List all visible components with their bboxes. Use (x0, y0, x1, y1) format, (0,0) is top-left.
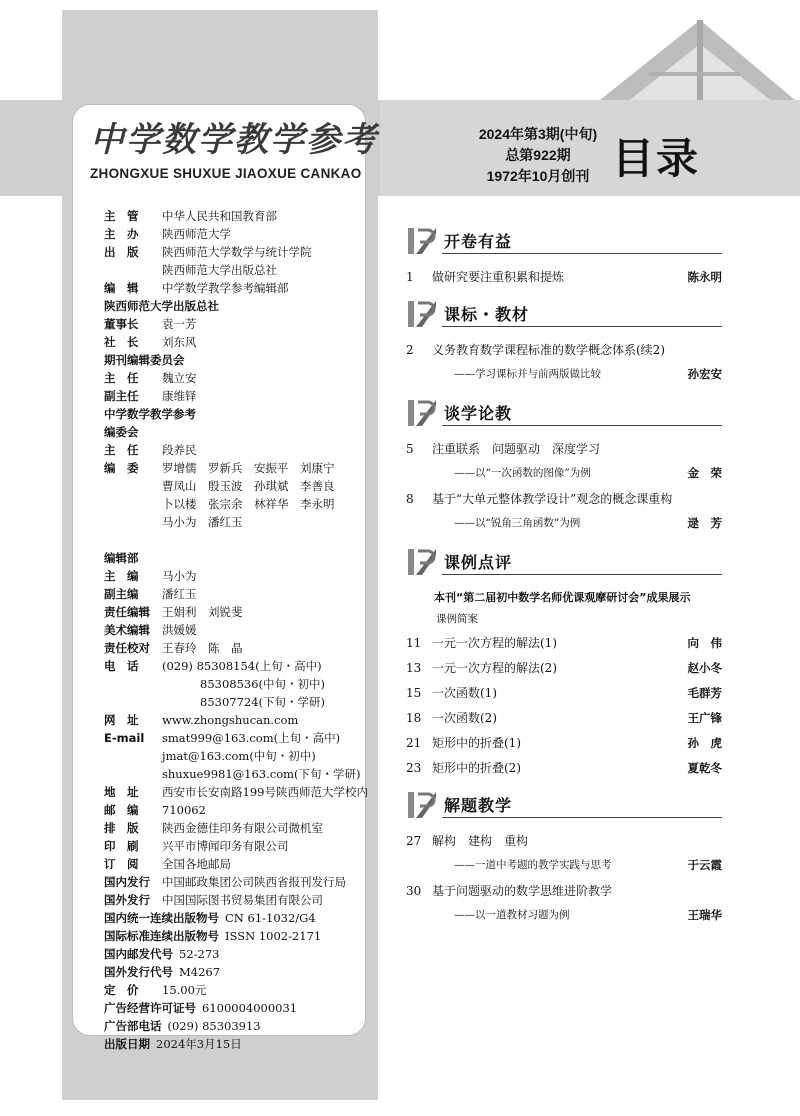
entry-subtitle: ——以“锐角三角函数”为例 (454, 517, 581, 529)
section-icon (406, 224, 438, 256)
info-value: 康维铎 (162, 389, 197, 403)
toc-entry[interactable] (406, 342, 722, 358)
info-key: 责任编辑 (104, 605, 150, 619)
info-value: 2024年3月15日 (156, 1037, 242, 1051)
entry-title: 注重联系 问题驱动 深度学习 (432, 442, 601, 456)
table-of-contents (406, 220, 722, 933)
info-value: (029) 85303913 (167, 1019, 261, 1033)
page-number: 30 (406, 884, 422, 898)
entry-author: 陈永明 (687, 270, 722, 284)
email-link[interactable]: shuxue9981@163.com(下旬・学研) (162, 767, 361, 781)
phone-value: 85308536(中旬・初中) (200, 677, 326, 691)
email-link[interactable]: smat999@163.com(上旬・高中) (162, 731, 341, 745)
info-key: 广告部电话 (104, 1019, 162, 1033)
info-key: 地 址 (104, 785, 139, 799)
page-number: 11 (406, 636, 422, 650)
info-value: 陕西师范大学数学与统计学院 (162, 245, 312, 259)
info-key: 编 辑 (104, 281, 139, 295)
entry-title: 基于“大单元整体教学设计”观念的概念课重构 (432, 492, 673, 506)
info-key: 国际标准连续出版物号 (104, 929, 219, 943)
info-value: 中国国际图书贸易集团有限公司 (162, 893, 323, 907)
info-key: 社 长 (104, 335, 139, 349)
info-value: 陕西金德佳印务有限公司微机室 (162, 821, 323, 835)
entry-author: 赵小冬 (687, 661, 722, 675)
info-key: 国外发行 (104, 893, 150, 907)
toc-entry[interactable] (406, 635, 722, 651)
info-value: 全国各地邮局 (162, 857, 231, 871)
masthead-info (104, 207, 366, 1053)
entry-title: 基于问题驱动的数学思维进阶教学 (432, 884, 613, 898)
toc-entry[interactable] (406, 441, 722, 457)
info-key: 主 编 (104, 569, 139, 583)
toc-entry[interactable] (406, 269, 722, 285)
entry-title: 矩形中的折叠(2) (432, 761, 521, 775)
entry-author: 王瑞华 (687, 908, 722, 922)
page-number: 2 (406, 343, 414, 357)
entry-title: 一次函数(1) (432, 686, 497, 700)
info-value: 王春玲 陈 晶 (162, 641, 243, 655)
page-number: 15 (406, 686, 422, 700)
issue-total: 总第922期 (505, 147, 571, 163)
info-value: ISSN 1002-2171 (225, 929, 322, 943)
editor-row: 马小为 潘红玉 (162, 515, 243, 529)
entry-author: 于云霞 (687, 858, 722, 872)
info-value: 中国邮政集团公司陕西省报刊发行局 (162, 875, 346, 889)
info-heading: 陕西师范大学出版总社 (104, 299, 219, 313)
editor-row: 罗增儒 罗新兵 安振平 刘康宁 (162, 461, 335, 475)
info-value: 52-273 (179, 947, 220, 961)
entry-title: 解构 建构 重构 (432, 834, 529, 848)
section-title: 解题教学 (444, 795, 513, 815)
entry-author: 向 伟 (687, 636, 722, 650)
info-value: 潘红玉 (162, 587, 197, 601)
phone-value: 85307724(下旬・学研) (200, 695, 326, 709)
info-key: 副主编 (104, 587, 139, 601)
info-key: 国外发行代号 (104, 965, 173, 979)
entry-author: 王广锋 (687, 711, 722, 725)
info-key: 排 版 (104, 821, 139, 835)
info-key: 主 任 (104, 443, 139, 457)
info-key: 主 办 (104, 227, 139, 241)
phone-value: (029) 85308154(上旬・高中) (162, 659, 322, 673)
page-number: 27 (406, 834, 422, 848)
info-key: 印 刷 (104, 839, 139, 853)
info-value: CN 61-1032/G4 (225, 911, 316, 925)
entry-author: 毛群芳 (687, 686, 722, 700)
issue-line: 2024年第3期(中旬) (478, 126, 598, 142)
info-key: E-mail (104, 731, 145, 745)
entry-author: 逯 芳 (687, 516, 722, 530)
info-key: 邮 编 (104, 803, 139, 817)
info-value: 马小为 (162, 569, 197, 583)
entry-title: 一元一次方程的解法(2) (432, 661, 557, 675)
entry-subtitle: ——一道中考题的教学实践与思考 (454, 859, 612, 871)
toc-entry[interactable] (406, 710, 722, 726)
info-value: 袁一芳 (162, 317, 197, 331)
toc-subtitle (406, 465, 722, 481)
entry-author: 金 荣 (687, 466, 722, 480)
toc-title: 目录 (612, 134, 701, 183)
info-key: 责任校对 (104, 641, 150, 655)
page-number: 23 (406, 761, 422, 775)
entry-author: 夏乾冬 (687, 761, 722, 775)
info-value: 西安市长安南路199号陕西师范大学校内 (162, 785, 368, 799)
toc-subtitle (406, 857, 722, 873)
section-title: 谈学论教 (444, 403, 513, 423)
section-header (406, 293, 722, 333)
toc-entry[interactable] (406, 735, 722, 751)
info-value: 魏立安 (162, 371, 197, 385)
section-title: 课例点评 (444, 552, 513, 572)
section-subnote: 课例简案 (436, 613, 478, 625)
info-key: 主 任 (104, 371, 139, 385)
section-icon (406, 396, 438, 428)
page-number: 21 (406, 736, 422, 750)
issue-info (458, 124, 618, 187)
info-value: 中华人民共和国教育部 (162, 209, 277, 223)
info-heading: 期刊编辑委员会 (104, 353, 185, 367)
info-value: 段养民 (162, 443, 197, 457)
email-link[interactable]: jmat@163.com(中旬・初中) (162, 749, 316, 763)
entry-subtitle: ——学习课标并与前两版做比较 (454, 368, 601, 380)
info-key: 出 版 (104, 245, 139, 259)
toc-entry[interactable] (406, 491, 722, 507)
entry-subtitle: ——以一道教材习题为例 (454, 909, 570, 921)
entry-title: 做研究要注重积累和提炼 (432, 270, 565, 284)
info-value: 6100004000031 (202, 1001, 298, 1015)
section-title: 开卷有益 (444, 231, 513, 251)
section-title: 课标・教材 (444, 304, 530, 324)
roof-decoration (590, 14, 795, 100)
info-value: 中学数学教学参考编辑部 (162, 281, 289, 295)
info-key: 主 管 (104, 209, 139, 223)
toc-subtitle (406, 366, 722, 382)
entry-subtitle: ——以“一次函数的图像”为例 (454, 467, 591, 479)
info-value: 王娟利 刘锐斐 (162, 605, 243, 619)
info-heading: 编辑部 (104, 551, 139, 565)
toc-entry[interactable] (406, 883, 722, 899)
toc-entry[interactable] (406, 833, 722, 849)
entry-author: 孙宏安 (687, 367, 722, 381)
section-header (406, 541, 722, 581)
info-key: 电 话 (104, 659, 139, 673)
toc-subtitle (406, 907, 722, 923)
info-heading: 编委会 (104, 425, 139, 439)
page-number: 8 (406, 492, 414, 506)
info-key: 编 委 (104, 461, 139, 475)
page-number: 13 (406, 661, 422, 675)
page-number: 18 (406, 711, 422, 725)
page-number: 5 (406, 442, 414, 456)
info-heading: 中学数学教学参考 (104, 407, 196, 421)
entry-author: 孙 虎 (687, 736, 722, 750)
info-key: 国内发行 (104, 875, 150, 889)
info-key: 国内统一连续出版物号 (104, 911, 219, 925)
info-key: 美术编辑 (104, 623, 150, 637)
journal-logo-cn: 中学数学教学参考 (90, 120, 378, 160)
info-key: 订 阅 (104, 857, 139, 871)
info-key: 副主任 (104, 389, 139, 403)
section-header (406, 220, 722, 260)
entry-title: 一元一次方程的解法(1) (432, 636, 557, 650)
entry-title: 一次函数(2) (432, 711, 497, 725)
editor-row: 卜以楼 张宗余 林祥华 李永明 (162, 497, 335, 511)
section-icon (406, 545, 438, 577)
section-header (406, 392, 722, 432)
journal-logo-en: ZHONGXUE SHUXUE JIAOXUE CANKAO (90, 166, 362, 181)
info-key: 定 价 (104, 983, 139, 997)
entry-title: 义务教育数学课程标准的数学概念体系(续2) (432, 343, 665, 357)
section-icon (406, 297, 438, 329)
info-key: 董事长 (104, 317, 139, 331)
info-key: 国内邮发代号 (104, 947, 173, 961)
info-key: 网 址 (104, 713, 139, 727)
section-note: 本刊“第二届初中数学名师优课观摩研讨会”成果展示 (434, 591, 691, 604)
section-header (406, 784, 722, 824)
info-value: 刘东风 (162, 335, 197, 349)
section-icon (406, 788, 438, 820)
page-number: 1 (406, 270, 414, 284)
info-value: M4267 (179, 965, 221, 979)
info-value: 陕西师范大学 (162, 227, 231, 241)
info-key: 广告经营许可证号 (104, 1001, 196, 1015)
entry-title: 矩形中的折叠(1) (432, 736, 521, 750)
founded-line: 1972年10月创刊 (486, 168, 590, 184)
website-link[interactable]: www.zhongshucan.com (162, 713, 299, 727)
info-value: 洪媛媛 (162, 623, 197, 637)
info-value: 陕西师范大学出版总社 (162, 263, 277, 277)
toc-subtitle (406, 515, 722, 531)
info-value: 15.00元 (162, 983, 207, 997)
toc-entry[interactable] (406, 685, 722, 701)
toc-entry[interactable] (406, 760, 722, 776)
editor-row: 曹凤山 殷玉波 孙琪斌 李善良 (162, 479, 335, 493)
info-value: 710062 (162, 803, 206, 817)
info-key: 出版日期 (104, 1037, 150, 1051)
info-value: 兴平市博闻印务有限公司 (162, 839, 289, 853)
toc-entry[interactable] (406, 660, 722, 676)
